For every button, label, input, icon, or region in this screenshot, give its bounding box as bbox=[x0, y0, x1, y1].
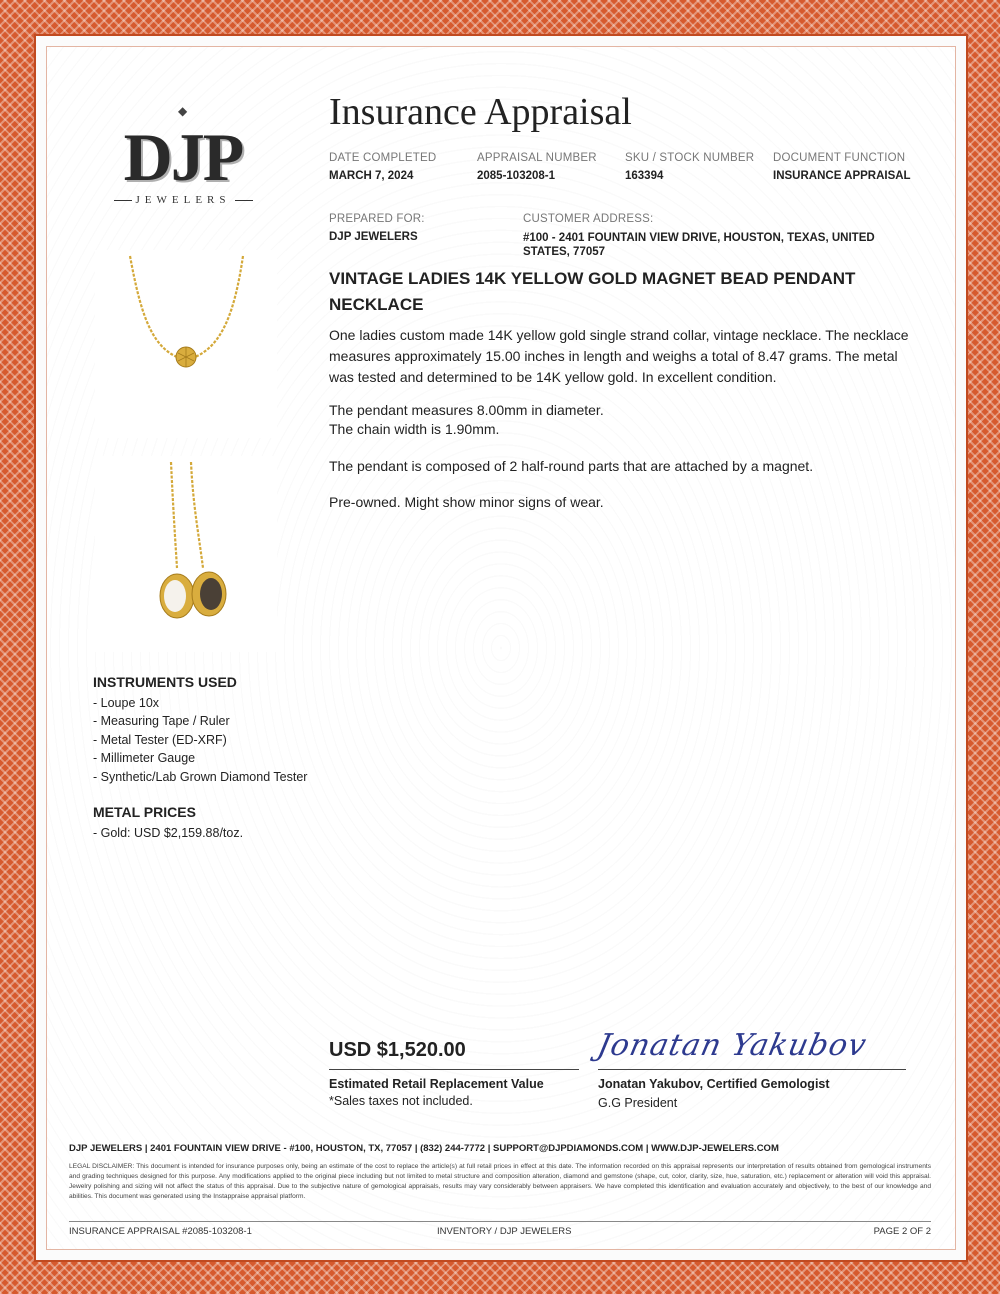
page-title: Insurance Appraisal bbox=[329, 91, 632, 133]
page-number: PAGE 2 OF 2 bbox=[873, 1226, 931, 1237]
tax-note: *Sales taxes not included. bbox=[329, 1094, 473, 1108]
date-completed-value: MARCH 7, 2024 bbox=[329, 170, 414, 182]
item-title: VINTAGE LADIES 14K YELLOW GOLD MAGNET BEAD PENDANT NECKLACE bbox=[329, 269, 856, 314]
instrument-item: - Millimeter Gauge bbox=[93, 751, 196, 765]
footer-appraisal-ref: INSURANCE APPRAISAL #2085-103208-1 bbox=[69, 1226, 252, 1237]
customer-address-value: #100 - 2401 FOUNTAIN VIEW DRIVE, HOUSTON, TEXAS, UNITED STATES, 77057 bbox=[523, 232, 875, 258]
item-condition: Pre-owned. Might show minor signs of wear. bbox=[329, 494, 604, 510]
signature: Jonatan Yakubov bbox=[594, 1028, 870, 1063]
logo-subtitle: JEWELERS bbox=[108, 194, 258, 206]
company-logo bbox=[108, 104, 258, 214]
necklace-photo-clasp bbox=[95, 456, 277, 652]
document-function-value: INSURANCE APPRAISAL bbox=[773, 170, 911, 182]
diamond-icon: ◆ bbox=[178, 104, 188, 118]
pendant-size: The pendant measures 8.00mm in diameter. bbox=[329, 402, 604, 418]
instrument-item: - Loupe 10x bbox=[93, 696, 160, 710]
appraised-value: USD $1,520.00 bbox=[329, 1039, 466, 1061]
document-function-label: DOCUMENT FUNCTION bbox=[773, 152, 906, 164]
footer-contact: DJP JEWELERS | 2401 FOUNTAIN VIEW DRIVE - #100, HOUSTON, TX, 77057 | (832) 244-7772 | SUPPORT@DJPDIAMONDS.COM | WWW.DJP-JEWELERS.COM bbox=[69, 1143, 779, 1154]
logo-brand: DJP bbox=[123, 119, 243, 195]
metal-prices-heading: METAL PRICES bbox=[93, 804, 196, 820]
instrument-item: - Synthetic/Lab Grown Diamond Tester bbox=[93, 770, 308, 784]
customer-address-label: CUSTOMER ADDRESS: bbox=[523, 213, 654, 225]
metal-price-item: - Gold: USD $2,159.88/toz. bbox=[93, 826, 244, 840]
chain-width: The chain width is 1.90mm. bbox=[329, 421, 500, 437]
date-completed-label: DATE COMPLETED bbox=[329, 152, 437, 164]
legal-disclaimer: LEGAL DISCLAIMER: This document is intended for insurance purposes only, being an estimate of the cost to replace the article(s) at full retail prices in effect at this date. The information recorded on this appraisal represents our interpretation of results obtained from gemological instruments and grading techniques designed for this purpose. Any modifications applied to the original piece including but not limited to metal structure and composition alteration, diamond and gemstone (shape, cut, color, clarity, size, hue, saturation, etc.) replacement or alteration will void this appraisal. Jewelry polishing and sizing will not affect the status of this appraisal. Due to the subjective nature of gemological appraisals, results may vary considerably between appraisers. We have completed this identification and evaluation accurately and objectively, to the best of our knowledge and abilities. This document was generated using the Instappraise appraisal platform. bbox=[69, 1163, 931, 1200]
sku-value: 163394 bbox=[625, 170, 664, 182]
pendant-composition: The pendant is composed of 2 half-round parts that are attached by a magnet. bbox=[329, 458, 814, 474]
footer-inventory: INVENTORY / DJP JEWELERS bbox=[437, 1226, 572, 1237]
appraisal-number-label: APPRAISAL NUMBER bbox=[477, 152, 597, 164]
instrument-item: - Measuring Tape / Ruler bbox=[93, 714, 230, 728]
instrument-item: - Metal Tester (ED-XRF) bbox=[93, 733, 227, 747]
value-rule bbox=[329, 1069, 579, 1070]
signer-role: G.G President bbox=[598, 1096, 678, 1110]
value-label: Estimated Retail Replacement Value bbox=[329, 1077, 544, 1091]
prepared-for-value: DJP JEWELERS bbox=[329, 231, 418, 243]
prepared-for-label: PREPARED FOR: bbox=[329, 213, 425, 225]
sku-label: SKU / STOCK NUMBER bbox=[625, 152, 755, 164]
item-description: One ladies custom made 14K yellow gold single strand collar, vintage necklace. The necklace measures approximately 15.00 inches in length and weighs a total of 8.47 grams. The metal was tested and determined to be 14K yellow gold. In excellent condition. bbox=[329, 327, 909, 385]
footer-rule bbox=[69, 1221, 931, 1222]
necklace-photo-front bbox=[95, 250, 277, 438]
signer-name: Jonatan Yakubov, Certified Gemologist bbox=[598, 1077, 830, 1091]
instruments-heading: INSTRUMENTS USED bbox=[93, 674, 237, 690]
appraisal-number-value: 2085-103208-1 bbox=[477, 170, 556, 182]
signature-rule bbox=[598, 1069, 906, 1070]
